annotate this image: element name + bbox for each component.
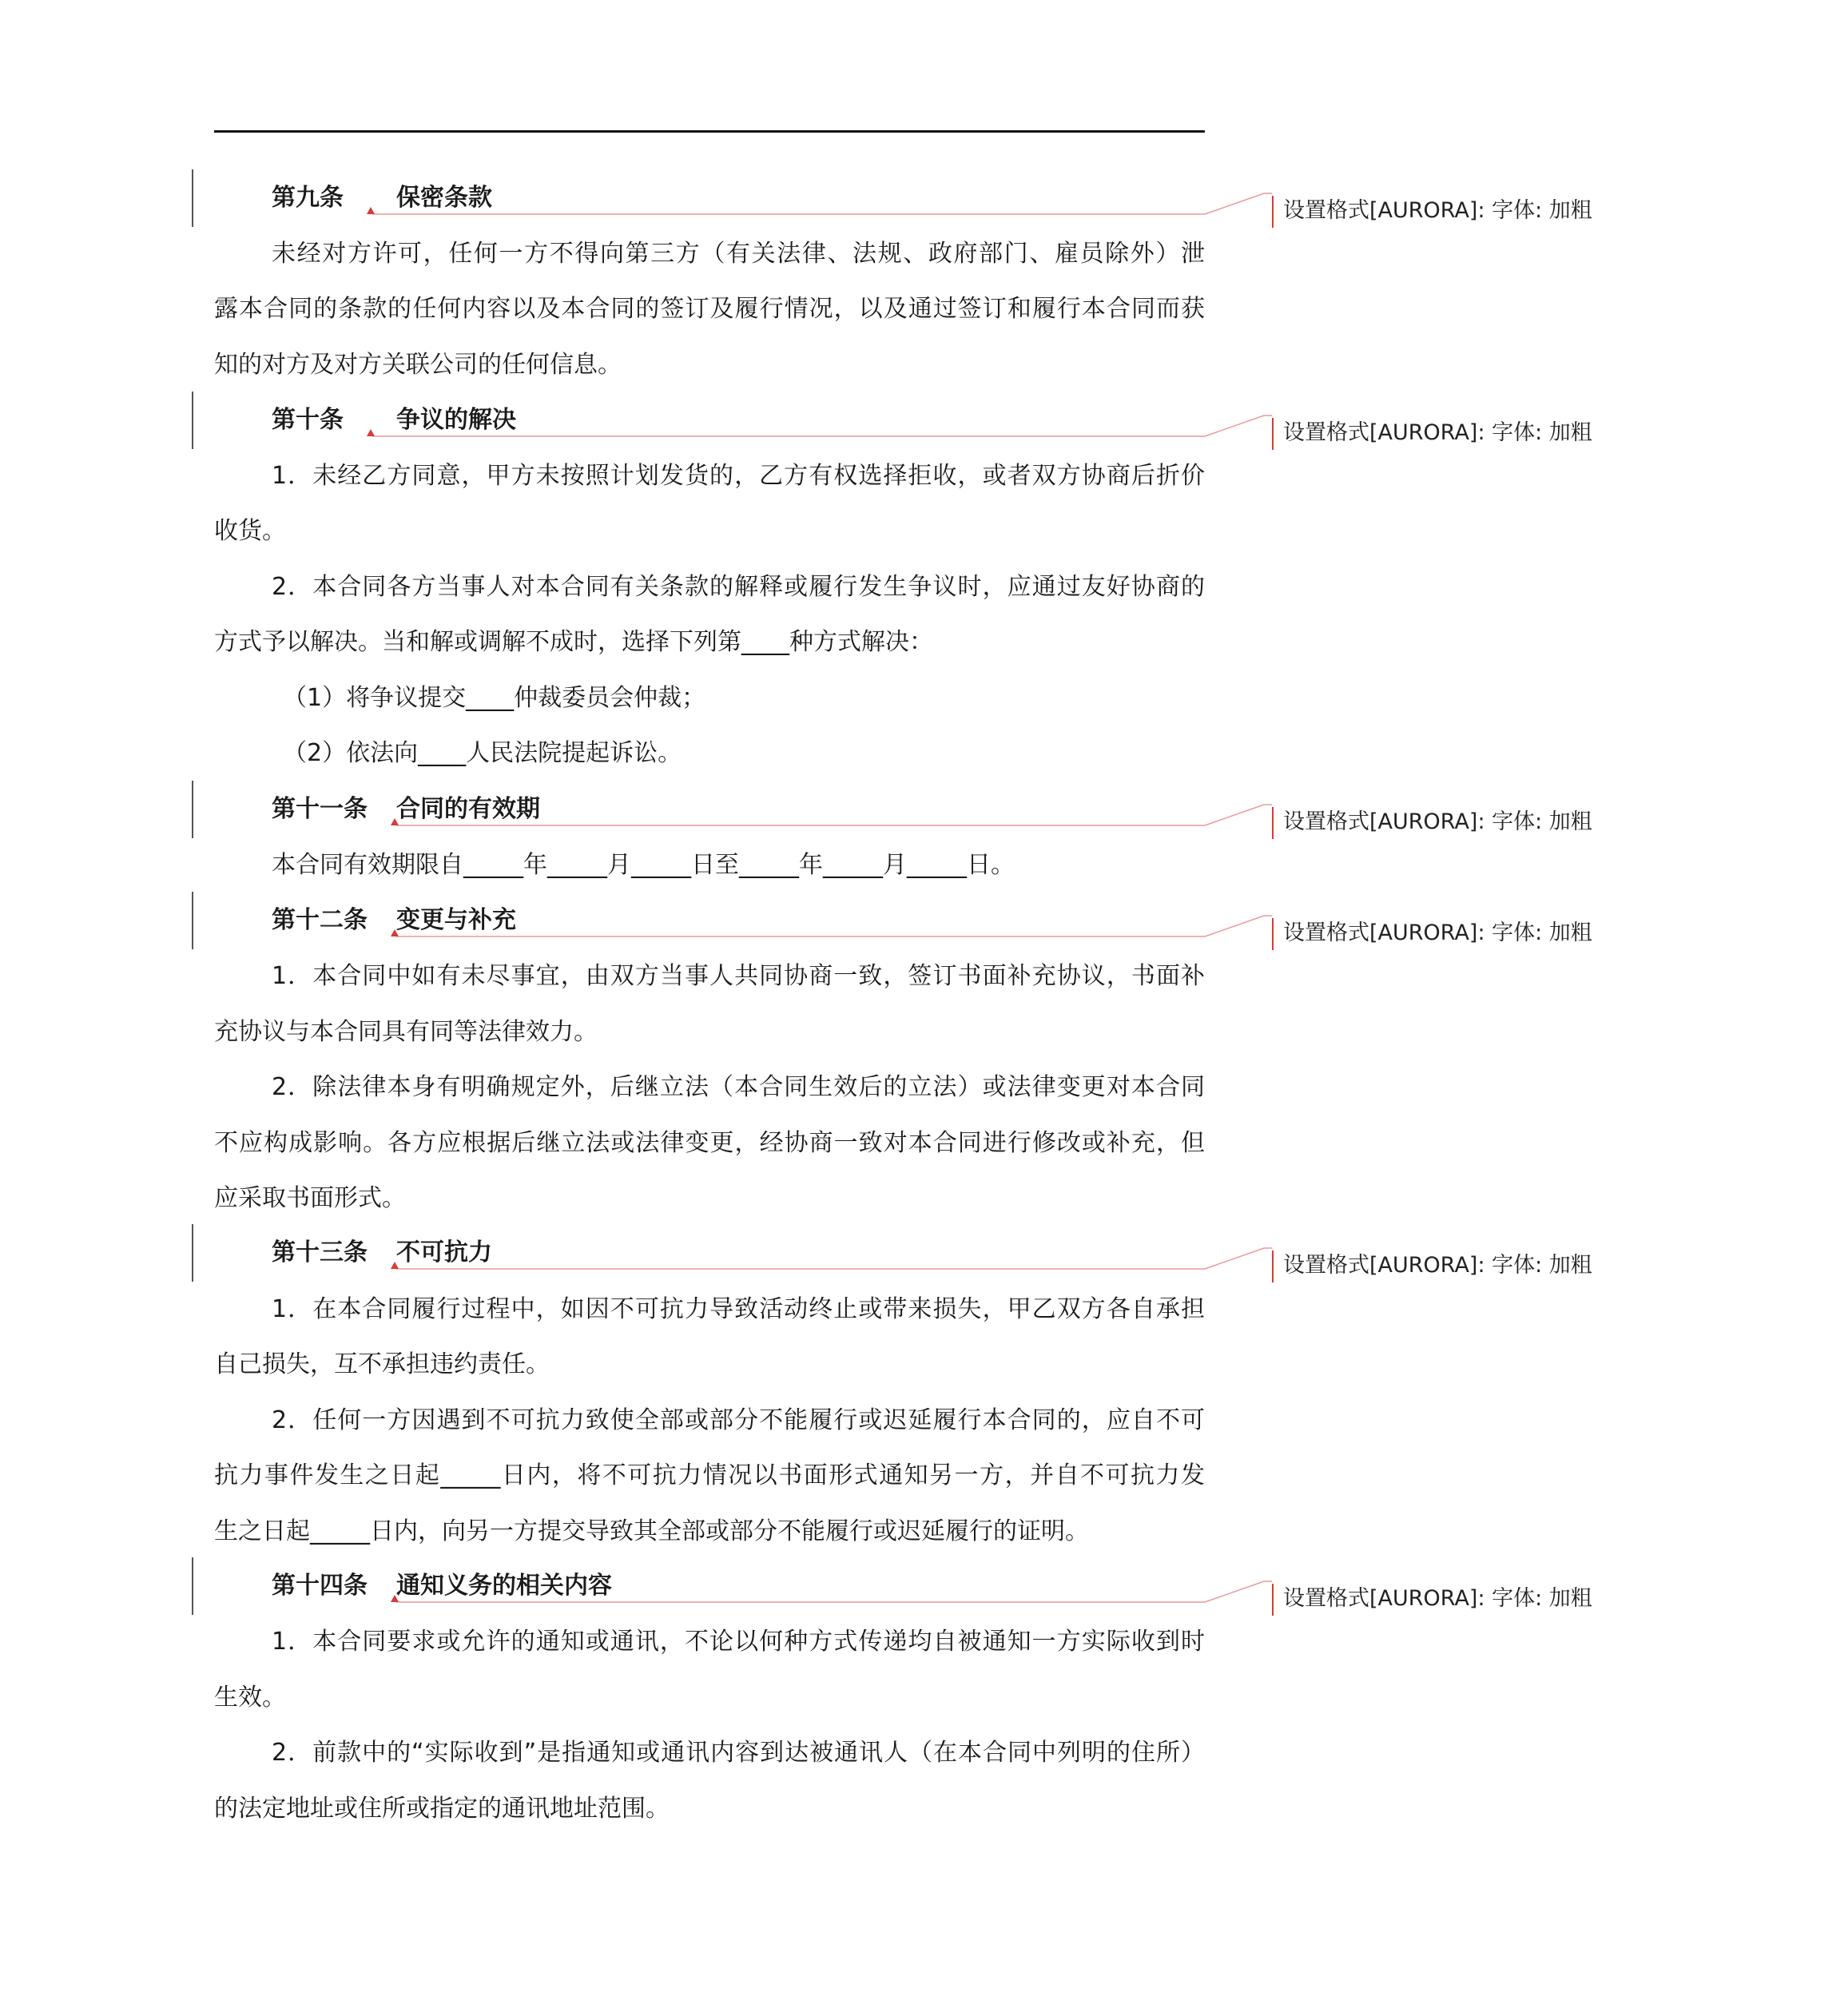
article-number: 第十一条 xyxy=(272,795,368,823)
change-bar xyxy=(192,892,193,949)
comment-text: 设置格式[AURORA]: 字体: 加粗 xyxy=(1283,1253,1592,1278)
paragraph-line: 不应构成影响。各方应根据后继立法或法律变更，经协商一致对本合同进行修改或补充，但 xyxy=(214,1129,1205,1157)
revision-mark[interactable] xyxy=(391,1595,399,1602)
article-number: 第十三条 xyxy=(272,1239,368,1266)
leader-9 xyxy=(372,193,1272,214)
paragraph-line: 2．本合同各方当事人对本合同有关条款的解释或履行发生争议时，应通过友好协商的 xyxy=(272,573,1205,601)
comment-balloon[interactable] xyxy=(1272,193,1592,229)
article-title: 保密条款 xyxy=(396,184,492,212)
paragraph-line: 未经对方许可，任何一方不得向第三方（有关法律、法规、政府部门、雇员除外）泄 xyxy=(272,240,1205,268)
change-bar xyxy=(192,1557,193,1615)
change-bar xyxy=(192,392,193,449)
paragraph-line: 生效。 xyxy=(214,1684,286,1712)
article-heading xyxy=(272,792,540,827)
article-title: 变更与补充 xyxy=(396,906,516,934)
article-number: 第九条 xyxy=(272,184,344,212)
comment-text: 设置格式[AURORA]: 字体: 加粗 xyxy=(1283,921,1592,945)
article-title: 通知义务的相关内容 xyxy=(396,1572,612,1600)
paragraph-line: 1．本合同要求或允许的通知或通讯，不论以何种方式传递均自被通知一方实际收到时 xyxy=(272,1628,1205,1656)
paragraph-line: 1．本合同中如有未尽事宜，由双方当事人共同协商一致，签订书面补充协议，书面补 xyxy=(272,962,1205,990)
comment-text: 设置格式[AURORA]: 字体: 加粗 xyxy=(1283,420,1592,445)
comment-text: 设置格式[AURORA]: 字体: 加粗 xyxy=(1283,809,1592,834)
article-title: 不可抗力 xyxy=(396,1239,492,1266)
paragraph-line: 的法定地址或住所或指定的通讯地址范围。 xyxy=(214,1795,670,1823)
paragraph-line: 露本合同的条款的任何内容以及本合同的签订及履行情况，以及通过签订和履行本合同而获 xyxy=(214,295,1205,323)
paragraph-line: 2．任何一方因遇到不可抗力致使全部或部分不能履行或迟延履行本合同的，应自不可 xyxy=(272,1406,1205,1434)
comment-text: 设置格式[AURORA]: 字体: 加粗 xyxy=(1283,198,1592,223)
paragraph-line: 知的对方及对方关联公司的任何信息。 xyxy=(214,351,622,379)
article-heading xyxy=(272,181,492,216)
balloon-bar xyxy=(1272,418,1274,450)
paragraph-line: （1）将争议提交____仲裁委员会仲裁； xyxy=(283,684,706,712)
leader-13 xyxy=(396,1248,1272,1269)
article-number: 第十二条 xyxy=(272,906,368,934)
revision-mark[interactable] xyxy=(367,207,375,214)
change-bar xyxy=(192,1224,193,1282)
article-heading xyxy=(272,1569,612,1604)
paragraph-line: 抗力事件发生之日起_____日内，将不可抗力情况以书面形式通知另一方，并自不可抗力发 xyxy=(214,1461,1205,1489)
change-bar xyxy=(192,169,193,227)
revision-mark[interactable] xyxy=(391,1262,399,1269)
paragraph-line: 1．在本合同履行过程中，如因不可抗力导致活动终止或带来损失，甲乙双方各自承担 xyxy=(272,1295,1205,1323)
article-title: 合同的有效期 xyxy=(396,795,540,823)
paragraph-line: 自己损失，互不承担违约责任。 xyxy=(214,1350,550,1378)
article-number: 第十四条 xyxy=(272,1572,368,1600)
paragraph-line: 方式予以解决。当和解或调解不成时，选择下列第____种方式解决： xyxy=(214,628,933,656)
balloon-bar xyxy=(1272,1584,1274,1616)
balloon-bar xyxy=(1272,196,1274,228)
revision-mark[interactable] xyxy=(391,818,399,825)
article-number: 第十条 xyxy=(272,406,344,434)
balloon-bar xyxy=(1272,1251,1274,1282)
revision-mark[interactable] xyxy=(391,929,399,936)
article-title: 争议的解决 xyxy=(396,406,516,434)
change-bar xyxy=(192,781,193,838)
comment-balloon[interactable] xyxy=(1272,415,1592,451)
paragraph-line: 2．除法律本身有明确规定外，后继立法（本合同生效后的立法）或法律变更对本合同 xyxy=(272,1073,1205,1101)
comment-balloon[interactable] xyxy=(1272,804,1592,841)
comment-text: 设置格式[AURORA]: 字体: 加粗 xyxy=(1283,1586,1592,1611)
paragraph-line: 应采取书面形式。 xyxy=(214,1184,406,1212)
article-heading xyxy=(272,1235,492,1270)
comment-balloon[interactable] xyxy=(1272,915,1592,952)
balloon-bar xyxy=(1272,918,1274,950)
header-rule xyxy=(214,130,1205,133)
article-heading xyxy=(272,403,516,438)
paragraph-line: （2）依法向____人民法院提起诉讼。 xyxy=(283,739,682,767)
paragraph-line: 收货。 xyxy=(214,517,286,545)
comment-balloon[interactable] xyxy=(1272,1581,1592,1617)
paragraph-line: 1．未经乙方同意，甲方未按照计划发货的，乙方有权选择拒收，或者双方协商后折价 xyxy=(272,462,1205,490)
paragraph-line: 生之日起_____日内，向另一方提交导致其全部或部分不能履行或迟延履行的证明。 xyxy=(214,1517,1089,1545)
paragraph-line: 本合同有效期限自_____年_____月_____日至_____年_____月_____日。 xyxy=(272,851,1015,879)
paragraph-line: 2．前款中的“实际收到”是指通知或通讯内容到达被通讯人（在本合同中列明的住所） xyxy=(272,1739,1205,1767)
comment-balloon[interactable] xyxy=(1272,1247,1592,1284)
paragraph-line: 充协议与本合同具有同等法律效力。 xyxy=(214,1018,598,1046)
leader-12 xyxy=(396,916,1272,936)
revision-mark[interactable] xyxy=(367,429,375,436)
balloon-bar xyxy=(1272,807,1274,839)
